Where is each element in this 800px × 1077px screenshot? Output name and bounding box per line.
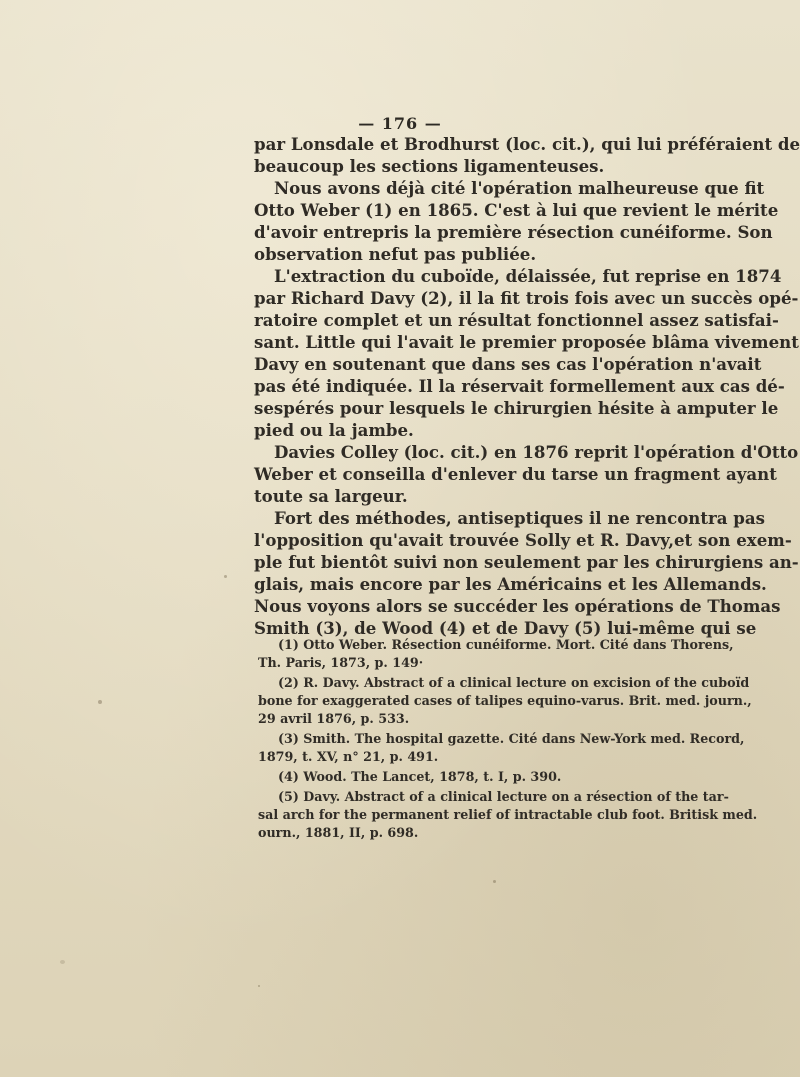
body-line: Davies Colley (loc. cit.) en 1876 reprit l'opération d'Otto: [274, 442, 799, 462]
footnote-4: [258, 768, 698, 786]
footnote-5: [258, 788, 758, 842]
paper-speck: [493, 880, 496, 883]
body-line: d'avoir entrepris la première résection cunéiforme. Son: [254, 222, 773, 242]
footnote-line: (4) Wood. The Lancet, 1878, t. I, p. 390.: [278, 769, 562, 784]
footnote-line: (2) R. Davy. Abstract of a clinical lecture on excision of the cuboïd: [278, 675, 750, 690]
footnote-line: 29 avril 1876, p. 533.: [258, 711, 410, 726]
page-number: — 176 —: [358, 114, 442, 133]
body-line: par Richard Davy (2), il la fit trois fois avec un succès opé-: [254, 288, 799, 308]
footnote-line: bone for exaggerated cases of talipes equino-varus. Brit. med. journ.,: [258, 693, 752, 708]
body-line: L'extraction du cuboïde, délaissée, fut reprise en 1874: [274, 266, 782, 286]
footnotes: [258, 636, 758, 842]
footnote-line: (5) Davy. Abstract of a clinical lecture on a résection of the tar-: [278, 789, 729, 804]
body-line: Otto Weber (1) en 1865. C'est à lui que revient le mérite: [254, 200, 779, 220]
body-line: glais, mais encore par les Américains et les Allemands.: [254, 574, 767, 594]
body-line: ratoire complet et un résultat fonctionnel assez satisfai-: [254, 310, 779, 330]
body-line: par Lonsdale et Brodhurst (loc. cit.), qui lui préféraient de: [254, 134, 800, 154]
body-line: l'opposition qu'avait trouvée Solly et R. Davy,et son exem-: [254, 530, 792, 550]
footnote-line: Th. Paris, 1873, p. 149·: [258, 655, 424, 670]
paper-speck: [60, 960, 65, 964]
footnote-line: 1879, t. XV, n° 21, p. 491.: [258, 749, 439, 764]
body-line: Nous voyons alors se succéder les opérations de Thomas: [254, 596, 781, 616]
body-line: sant. Little qui l'avait le premier proposée blâma vivement: [254, 332, 799, 352]
body-line: beaucoup les sections ligamenteuses.: [254, 156, 605, 176]
body-line: ple fut bientôt suivi non seulement par les chirurgiens an-: [254, 552, 799, 572]
body-text: [254, 133, 800, 639]
body-line: pied ou la jambe.: [254, 420, 414, 440]
body-line: observation nefut pas publiée.: [254, 244, 537, 264]
body-line: pas été indiquée. Il la réservait formellement aux cas dé-: [254, 376, 785, 396]
footnote-1: [258, 636, 734, 672]
paper-speck: [224, 575, 227, 578]
footnote-2: [258, 674, 752, 728]
footnote-line: ourn., 1881, II, p. 698.: [258, 825, 419, 840]
footnote-3: [258, 730, 745, 766]
body-line: Smith (3), de Wood (4) et de Davy (5) lui-même qui se: [254, 618, 757, 638]
body-line: Fort des méthodes, antiseptiques il ne rencontra pas: [274, 508, 765, 528]
body-line: Davy en soutenant que dans ses cas l'opération n'avait: [254, 354, 762, 374]
body-line: Nous avons déjà cité l'opération malheureuse que fit: [274, 178, 765, 198]
body-line: Weber et conseilla d'enlever du tarse un fragment ayant: [254, 464, 777, 484]
footnote-line: (1) Otto Weber. Résection cunéiforme. Mort. Cité dans Thorens,: [278, 637, 734, 652]
footnote-line: sal arch for the permanent relief of intractable club foot. Britisk med.: [258, 807, 758, 822]
footnote-line: (3) Smith. The hospital gazette. Cité dans New-York med. Record,: [278, 731, 745, 746]
paper-speck: [258, 985, 260, 987]
body-line: toute sa largeur.: [254, 486, 408, 506]
body-line: sespérés pour lesquels le chirurgien hésite à amputer le: [254, 398, 779, 418]
paper-speck: [98, 700, 102, 704]
